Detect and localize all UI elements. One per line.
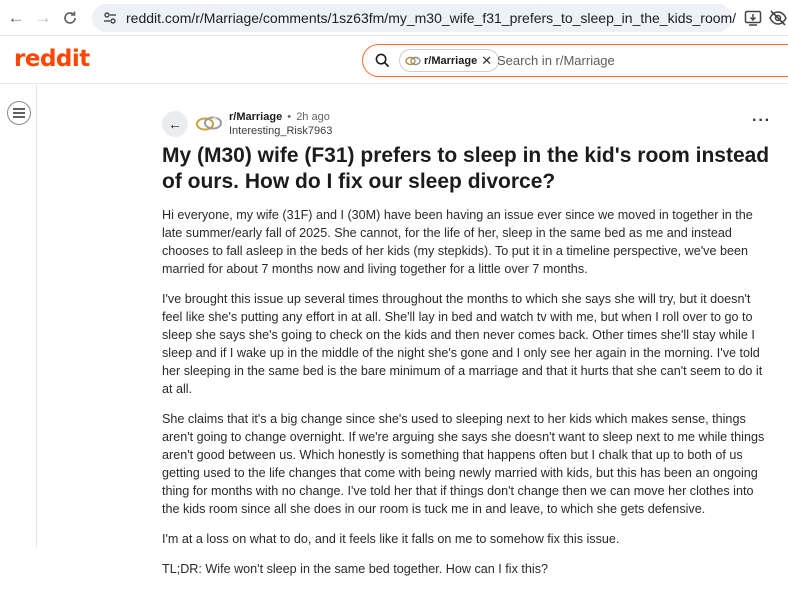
post-title: My (M30) wife (F31) prefers to sleep in the kid's room instead of ours. How do I fix our sleep divorce?: [162, 144, 770, 193]
subreddit-avatar[interactable]: [195, 115, 223, 131]
sidebar-toggle-button[interactable]: [7, 101, 31, 125]
rings-icon: [405, 56, 421, 66]
post-paragraph: Hi everyone, my wife (31F) and I (30M) have been having an issue ever since we moved in together in the late summer/early fall of 2025. She cannot, for the life of her, sleep in the same bed as me and instead chooses to fall asleep in the beds of her kids (my stepkids). To put it in a timeline perspective, we've been married for about 7 months now and living together for a little over 7 months.: [162, 208, 753, 276]
back-button[interactable]: [162, 111, 188, 137]
meta-separator: •: [287, 111, 292, 123]
hamburger-icon: [13, 108, 25, 118]
left-sidebar: [0, 85, 37, 547]
subreddit-link[interactable]: r/Marriage: [229, 111, 283, 123]
arrow-left-icon: ←: [7, 8, 25, 27]
search-bar[interactable]: [362, 44, 788, 77]
more-options-icon[interactable]: ···: [752, 112, 771, 129]
post-body: [162, 206, 774, 590]
url-text[interactable]: reddit.com/r/Marriage/comments/1sz63fm/my_m30_wife_f31_prefers_to_sleep_in_the_kids_room/: [126, 10, 737, 26]
reload-icon: [62, 10, 78, 26]
tune-icon[interactable]: [102, 10, 118, 26]
post-paragraph: I'm at a loss on what to do, and it feels like it falls on me to somehow fix this issue.: [162, 532, 620, 546]
post-paragraph: She claims that it's a big change since she's used to sleeping next to her kids which makes sense, things aren't going to change overnight. If we're arguing she says she doesn't want to sleep next to me while things aren't good between us. Which honestly is something that happens often but I chalk that up to both of us getting used to the life changes that come with being newly married with kids, but this has been an ongoing thing for months with no change. I've told her that if things don't change then we can move her clothes into the kids room since all she does in our room is tuck me in and leave, to which she gets defensive.: [162, 412, 765, 516]
browser-back-button[interactable]: [6, 8, 26, 28]
browser-toolbar: [0, 0, 788, 36]
search-scope-chip[interactable]: [399, 49, 499, 72]
reddit-logo[interactable]: reddit: [14, 46, 90, 72]
post-time: 2h ago: [296, 111, 330, 123]
close-icon[interactable]: ✕: [481, 52, 493, 68]
browser-forward-button[interactable]: [33, 8, 53, 28]
search-scope-label: r/Marriage: [424, 54, 478, 67]
author-link[interactable]: Interesting_Risk7963: [229, 125, 333, 137]
site-header: [0, 37, 788, 84]
post-paragraph: TL;DR: Wife won't sleep in the same bed together. How can I fix this?: [162, 562, 548, 576]
browser-reload-button[interactable]: [60, 8, 80, 28]
eye-off-icon[interactable]: [768, 9, 788, 27]
install-app-icon[interactable]: [744, 9, 762, 27]
search-icon: [375, 53, 390, 68]
address-bar[interactable]: [92, 4, 737, 32]
search-input[interactable]: Search in r/Marriage: [497, 53, 615, 68]
arrow-right-icon: →: [34, 8, 52, 27]
arrow-left-icon: ←: [168, 116, 182, 132]
post-paragraph: I've brought this issue up several times throughout the months to which she says she will try, but it doesn't feel like she's putting any effort in at all. She'll lay in bed and watch tv with me, but when I roll over to go to sleep she says she's going to check on the kids and then never comes back. Other times she'll stay while I sleep and if I wake up in the middle of the night she's gone and I only see her again in the morning. I've told her sleeping in the same bed is the bare minimum of a marriage and that it hurts that she can't seem to do it at all.: [162, 292, 763, 396]
